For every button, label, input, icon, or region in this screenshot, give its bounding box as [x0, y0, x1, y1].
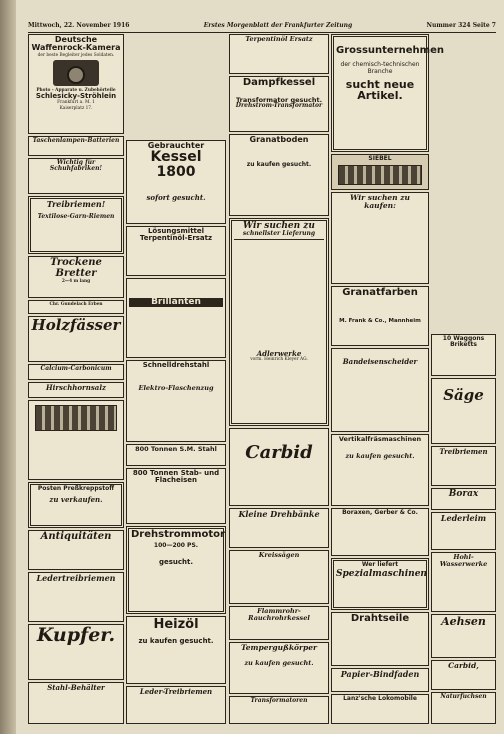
ad-title: Drahtseile	[350, 613, 410, 624]
ad-lederleim	[431, 512, 496, 550]
ad-flammrohr	[229, 606, 329, 640]
ad-kreissaegen	[229, 550, 329, 604]
ad-title: Treibriemen!	[46, 199, 106, 209]
ad-kessel	[126, 140, 226, 224]
ad-headline: Kessel 1800	[150, 149, 202, 181]
ad-various	[28, 400, 124, 480]
ad-title: Naturfuchsen	[440, 693, 487, 700]
ad-title: Stahl-Behälter	[47, 683, 105, 692]
building-illustration	[338, 165, 422, 185]
ad-subtitle: Transformator gesucht.	[235, 95, 323, 104]
ad-firm-sub: vorm. Heinrich Kleyer AG.	[250, 357, 308, 363]
ad-subtitle: zu kaufen gesucht.	[246, 161, 312, 169]
column-3	[229, 34, 329, 724]
camera-icon	[53, 60, 99, 86]
ad-wir-suchen-kaufen	[331, 192, 429, 284]
ad-title: Leder-Treibriemen	[139, 687, 213, 696]
ad-title: Bandeisenscheider	[342, 357, 418, 366]
ad-subtitle-2: Drehstrom-Transformator	[235, 102, 323, 110]
ad-title: 800 Tonnen S.M. Stahl	[135, 445, 217, 453]
ad-carbid	[229, 428, 329, 506]
factory-illustration	[35, 405, 117, 431]
ad-sm-stahl	[126, 444, 226, 466]
ad-firm: Schlesicky-Ströhlein	[35, 92, 117, 101]
ad-heizoel	[126, 616, 226, 684]
ad-title: Transformatoren	[250, 697, 308, 704]
ad-granatboden	[229, 134, 329, 216]
ad-grossunternehmen	[331, 34, 444, 152]
binding-spine	[0, 0, 16, 734]
ad-firm: Adlerwerke	[256, 348, 302, 358]
ad-headline: Terpentinöl-Ersatz	[139, 234, 213, 243]
ad-title: Terpentinöl Ersatz	[245, 35, 313, 43]
ad-flacheisen	[126, 468, 226, 524]
ad-drehstrommotor	[126, 526, 226, 614]
ad-brillanten	[126, 278, 226, 358]
ad-tempergusskoerper	[229, 642, 329, 694]
ad-title: Treibriemen	[439, 447, 488, 456]
ad-title: Kleine Drehbänke	[238, 509, 320, 519]
ad-transformatoren	[229, 696, 329, 724]
ad-title: Boraxen, Gerber & Co.	[342, 509, 418, 516]
ad-lanz-lokomobile	[331, 694, 429, 724]
ad-hirschhornsalz	[28, 382, 124, 398]
ad-kupfer	[28, 624, 124, 680]
ad-subtitle: schnellster Lieferung	[242, 230, 316, 238]
ad-vertikalfraesmaschinen	[331, 434, 429, 506]
ad-title: Holzfässer	[31, 316, 121, 334]
ad-treibriemen	[28, 196, 124, 254]
ad-street: Kaiserplatz 17.	[59, 105, 93, 111]
column-2	[126, 34, 226, 724]
ad-title: Borax	[448, 489, 479, 499]
ad-title: Trockene Bretter	[50, 257, 102, 279]
ad-granatfarben	[331, 286, 429, 346]
ad-title: Drehstrommotor	[131, 529, 225, 540]
ad-naturfuchsen	[431, 692, 496, 724]
ad-title: Grossunternehmen	[336, 45, 444, 56]
ad-leder-treibriemen	[126, 686, 226, 724]
divider	[234, 239, 324, 240]
ad-ledertreibriemen	[28, 572, 124, 622]
ad-treibriemen-2	[431, 446, 496, 486]
ad-title: Dampfkessel	[242, 77, 316, 88]
ad-logo-text: SIEBEL	[368, 155, 392, 162]
ad-title: Schnelldrehstahl	[142, 361, 210, 369]
ad-title: 800 Tonnen Stab- und Flacheisen	[132, 469, 220, 485]
ad-text: Photo - Apparate u. Zubehörteile	[36, 87, 116, 93]
column-4	[331, 34, 444, 724]
ad-firm: Chr. Gundelach Erben	[49, 302, 103, 307]
ad-title: Hirschhornsalz	[46, 383, 106, 392]
column-5	[431, 34, 496, 724]
ad-title: Carbid,	[448, 661, 479, 670]
ad-borax	[431, 488, 496, 510]
ad-terpentin	[229, 34, 329, 74]
ad-drahtseile	[331, 612, 429, 666]
ad-spezialmaschinen	[331, 558, 429, 610]
ad-subtitle: 2—4 m lang	[61, 279, 91, 284]
ad-subtitle: zu verkaufen.	[49, 495, 103, 505]
ad-trockene-bretter	[28, 256, 124, 298]
ad-waffenrock-kamera	[28, 34, 124, 134]
ad-boraxen	[331, 508, 429, 556]
ad-siebel	[331, 154, 429, 190]
column-1	[28, 34, 124, 724]
ad-aehsen	[431, 614, 496, 658]
ad-title: Lösungsmittel	[147, 227, 205, 235]
ad-title: Kreissägen	[258, 551, 300, 559]
ad-presskreppstoff	[28, 482, 124, 528]
header-masthead: Erstes Morgenblatt der Frankfurter Zeitung	[203, 21, 353, 29]
ad-subtitle: zu kaufen gesucht.	[138, 636, 214, 645]
page-header	[28, 18, 496, 33]
ad-title: Wir suchen zu	[243, 221, 315, 231]
ad-subtitle: 100—200 PS.	[153, 541, 199, 549]
ad-gundelach	[28, 300, 124, 314]
ad-kleine-drehbaenke	[229, 508, 329, 548]
ad-title: Lanz'sche Lokomobile	[343, 695, 417, 702]
ad-schuhfabriken	[28, 158, 124, 194]
ad-title: Lederleim	[440, 513, 487, 523]
ad-title: Brillanten	[129, 298, 223, 307]
ad-antiquitaeten	[28, 530, 124, 570]
ad-title: Wer liefert	[361, 561, 399, 568]
ad-title: Posten Preßkreppstoff	[37, 485, 115, 492]
ad-title: Gebrauchter	[147, 141, 205, 150]
ad-title: Kupfer.	[36, 624, 116, 646]
ad-title: Hohl-Wasserwerke	[439, 553, 488, 568]
ad-papier-bindfaden	[331, 668, 429, 692]
ad-title: Granatboden	[249, 135, 309, 144]
ad-carbid-2	[431, 660, 496, 690]
ad-headline: sucht neue Artikel.	[345, 77, 415, 103]
ad-title: Calcium-Carbonicum	[40, 365, 112, 372]
ad-title: Vertikalfräsmaschinen	[338, 435, 422, 443]
ad-title: Tempergußkörper	[241, 643, 317, 652]
ad-title: Taschenlampen-Batterien	[32, 137, 120, 144]
ad-title: Carbid	[245, 442, 313, 463]
ad-subtitle: sofort gesucht.	[146, 192, 206, 202]
ad-stahl-behaelter	[28, 682, 124, 724]
ad-title: Säge	[443, 386, 484, 404]
ad-city: Frankfurt a. M. 1	[57, 100, 95, 106]
ad-title: Ledertreibriemen	[36, 573, 116, 583]
ad-title: Aehsen	[441, 615, 486, 628]
ad-title: Flammrohr-Rauchrohrkessel	[248, 607, 310, 622]
ad-subtitle: Elektro-Flaschenzug	[138, 384, 214, 393]
ad-title: Wichtig für Schuhfabriken!	[49, 159, 103, 173]
ad-subtitle: zu kaufen gesucht.	[244, 658, 314, 667]
ad-call: gesucht.	[158, 557, 194, 566]
ad-subtitle: zu kaufen gesucht.	[345, 451, 415, 460]
ad-headline: Spezialmaschinen	[336, 569, 427, 580]
ad-title: 10 Waggons Briketts	[442, 335, 485, 349]
ad-bandeisenscheider	[331, 348, 429, 432]
ad-holzfaesser	[28, 316, 124, 362]
ad-saege	[431, 378, 496, 444]
ad-title: Heizöl	[153, 617, 199, 632]
ad-calcium	[28, 364, 124, 380]
ad-firm: M. Frank & Co., Mannheim	[339, 317, 421, 324]
ad-title: Wir suchen zu kaufen:	[350, 193, 410, 210]
ad-title: Deutsche Waffenrock-Kamera	[31, 35, 121, 53]
ad-taschenlampen	[28, 136, 124, 156]
header-issue: Nummer 324 Seite 7	[426, 21, 496, 29]
ad-subtitle: Textilose-Garn-Riemen	[37, 213, 115, 221]
ad-briketts	[431, 334, 496, 376]
ad-title: Granatfarben	[342, 287, 418, 298]
ad-hohl-wasserwerke	[431, 552, 496, 612]
ad-terpentinoel-ersatz	[126, 226, 226, 276]
ad-dampfkessel	[229, 76, 329, 132]
ad-schnelldrehstahl	[126, 360, 226, 442]
ad-subtitle: der beste Begleiter jedes Soldaten.	[37, 52, 115, 58]
ad-title: Antiquitäten	[40, 531, 112, 542]
ad-adlerwerke	[229, 218, 329, 426]
ad-subtitle: der chemisch-technischen Branche	[340, 60, 420, 75]
ad-title: Papier-Bindfaden	[340, 669, 420, 679]
header-date: Mittwoch, 22. November 1916	[28, 21, 130, 29]
